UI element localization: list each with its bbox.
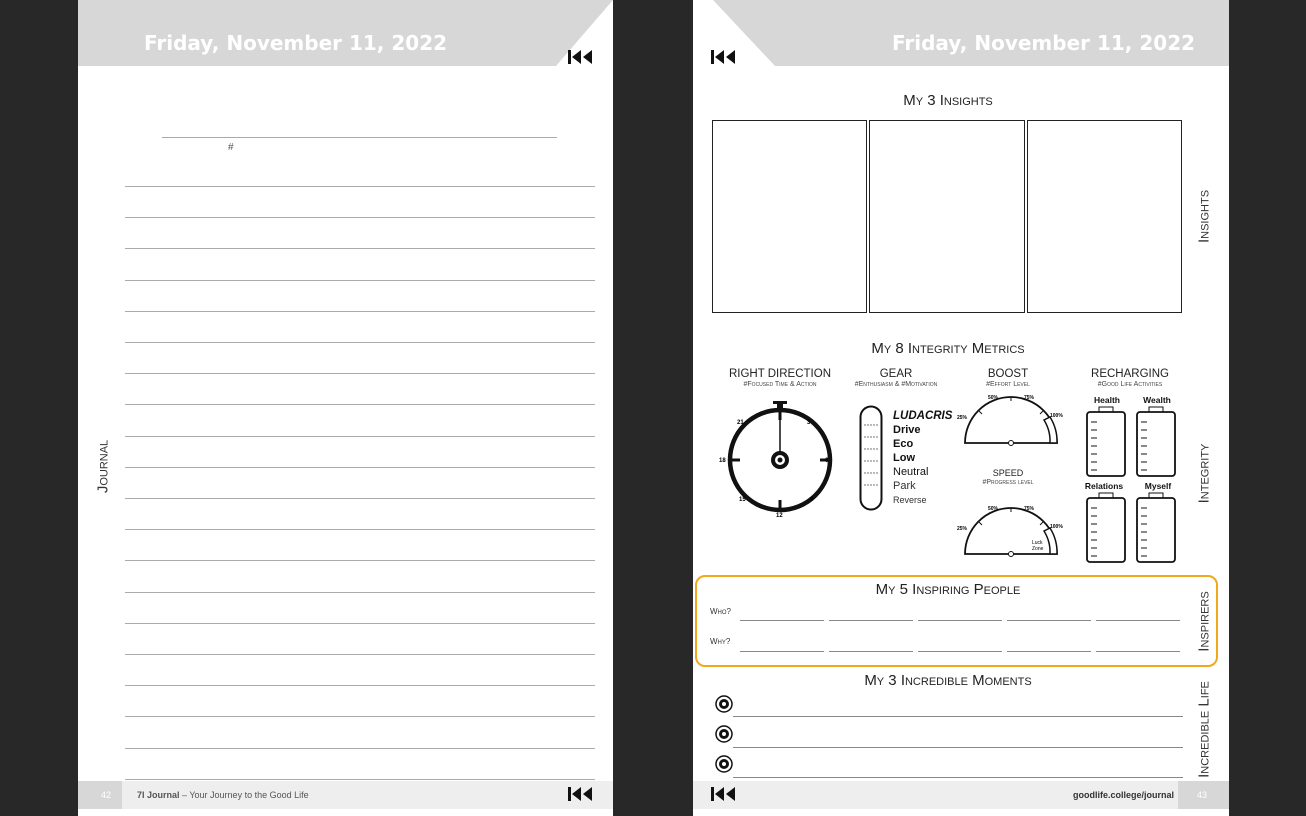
speed-sub: #Progress level [982,479,1034,486]
inspirers-title: My 5 Inspiring People [875,581,1021,598]
recharging-sub: #Good Life Activities [1097,381,1163,388]
gear-title: GEAR [879,368,913,380]
inspirer-line[interactable] [1007,620,1091,621]
health-battery[interactable] [1085,406,1129,478]
page-number-tab [78,781,122,809]
journal-line[interactable] [125,560,595,561]
journal-line[interactable] [125,248,595,249]
inspirer-line[interactable] [829,651,913,652]
tick-label: 50% [988,506,999,512]
recharging-title: RECHARGING [1091,368,1169,380]
tick-label: 9 [810,497,814,503]
gear-level: LUDACRIS [893,410,953,422]
who-label: Who? [710,607,731,616]
tick-label: 18 [719,458,726,464]
wealth-battery[interactable] [1135,406,1179,478]
journal-line[interactable] [125,592,595,593]
tagline: – Your Journey to the Good Life [179,790,309,800]
gear-level: Low [893,452,915,464]
integrity-title: My 8 Integrity Metrics [871,340,1025,357]
boost-title: BOOST [987,368,1029,380]
journal-line[interactable] [125,685,595,686]
inspirer-line[interactable] [740,620,824,621]
tick-label: 25% [957,415,968,421]
incredible-life-side-label: Incredible Life [1195,681,1213,778]
journal-side-label: Journal [94,439,112,494]
page-number: 43 [1197,790,1208,800]
footer-brand [137,790,309,800]
right-direction-title: RIGHT DIRECTION [728,368,831,380]
page-date: Friday, November 11, 2022 [892,31,1196,55]
battery-label-health: Health [1094,395,1120,405]
gear-level: Drive [893,424,921,436]
relations-battery[interactable] [1085,492,1129,564]
knot-icon [715,725,733,743]
battery-label-relations: Relations [1084,481,1124,491]
inspirer-line[interactable] [918,651,1002,652]
inspirers-side-label: Inspirers [1195,591,1213,652]
right-direction-sub: #Focused Time & Action [743,381,817,388]
tick-label: 15 [739,497,746,503]
gear-sub: #Enthusiasm & #Motivation [854,381,938,388]
knot-icon [715,695,733,713]
tick-label: 21 [737,420,744,426]
knot-icon [715,755,733,773]
inspirer-line[interactable] [740,651,824,652]
skip-back-icon[interactable] [711,50,737,64]
integrity-side-label: Integrity [1195,443,1213,504]
journal-line[interactable] [125,529,595,530]
page-date: Friday, November 11, 2022 [144,31,448,55]
moment-line-1[interactable] [733,716,1183,717]
journal-line[interactable] [125,779,595,780]
why-label: Why? [710,637,731,646]
journal-line[interactable] [125,404,595,405]
right-page [693,0,1229,816]
insights-side-label: Insights [1195,189,1213,244]
journal-line[interactable] [125,373,595,374]
skip-back-icon[interactable] [568,787,594,801]
left-page [78,0,613,816]
tick-label: 75% [1024,506,1035,512]
journal-line[interactable] [125,467,595,468]
moments-title: My 3 Incredible Moments [864,672,1032,689]
journal-line[interactable] [125,716,595,717]
boost-sub: #Effort Level [986,381,1030,388]
moment-line-3[interactable] [733,777,1183,778]
tick-label: 3 [807,420,811,426]
hash-label: # [228,142,234,153]
insight-box-2[interactable] [869,120,1025,313]
journal-line[interactable] [125,280,595,281]
insight-box-3[interactable] [1027,120,1182,313]
boost-gauge[interactable] [958,393,1068,447]
brand: 7I Journal [137,790,180,800]
gear-shifter[interactable] [859,405,883,511]
tick-label: 100% [1050,524,1063,530]
journal-line[interactable] [125,186,595,187]
journal-line[interactable] [125,654,595,655]
luck-zone-label: Luck [1032,540,1043,546]
inspirer-line[interactable] [1096,620,1180,621]
luck-zone-label: Zone [1032,546,1044,552]
tick-label: 75% [1024,395,1035,401]
page-number: 42 [101,790,112,800]
inspirer-line[interactable] [829,620,913,621]
footer-url[interactable]: goodlife.college/journal [1073,790,1175,800]
gear-level: Neutral [893,466,929,478]
battery-label-myself: Myself [1144,481,1172,491]
speed-title: SPEED [992,468,1024,478]
journal-line[interactable] [125,623,595,624]
journal-line[interactable] [125,498,595,499]
myself-battery[interactable] [1135,492,1179,564]
tick-label: 100% [1050,413,1063,419]
speed-gauge[interactable] [958,504,1068,558]
stopwatch-gauge[interactable] [719,400,837,520]
tick-label: 50% [988,395,999,401]
tick-label: 6 [825,458,829,464]
gear-level: Park [893,480,916,492]
title-line[interactable] [162,137,557,138]
journal-line[interactable] [125,436,595,437]
inspirer-line[interactable] [918,620,1002,621]
journal-line[interactable] [125,311,595,312]
journal-line[interactable] [125,217,595,218]
inspirer-line[interactable] [1007,651,1091,652]
gear-level: Eco [893,438,914,450]
tick-label: 12 [776,513,783,519]
battery-label-wealth: Wealth [1143,395,1171,405]
inspirer-line[interactable] [1096,651,1180,652]
journal-line[interactable] [125,748,595,749]
skip-back-icon[interactable] [568,50,594,64]
insights-title: My 3 Insights [903,92,993,109]
insight-box-1[interactable] [712,120,867,313]
journal-line[interactable] [125,342,595,343]
gear-level: Reverse [893,495,927,505]
skip-back-icon[interactable] [711,787,737,801]
tick-label: 25% [957,526,968,532]
moment-line-2[interactable] [733,747,1183,748]
